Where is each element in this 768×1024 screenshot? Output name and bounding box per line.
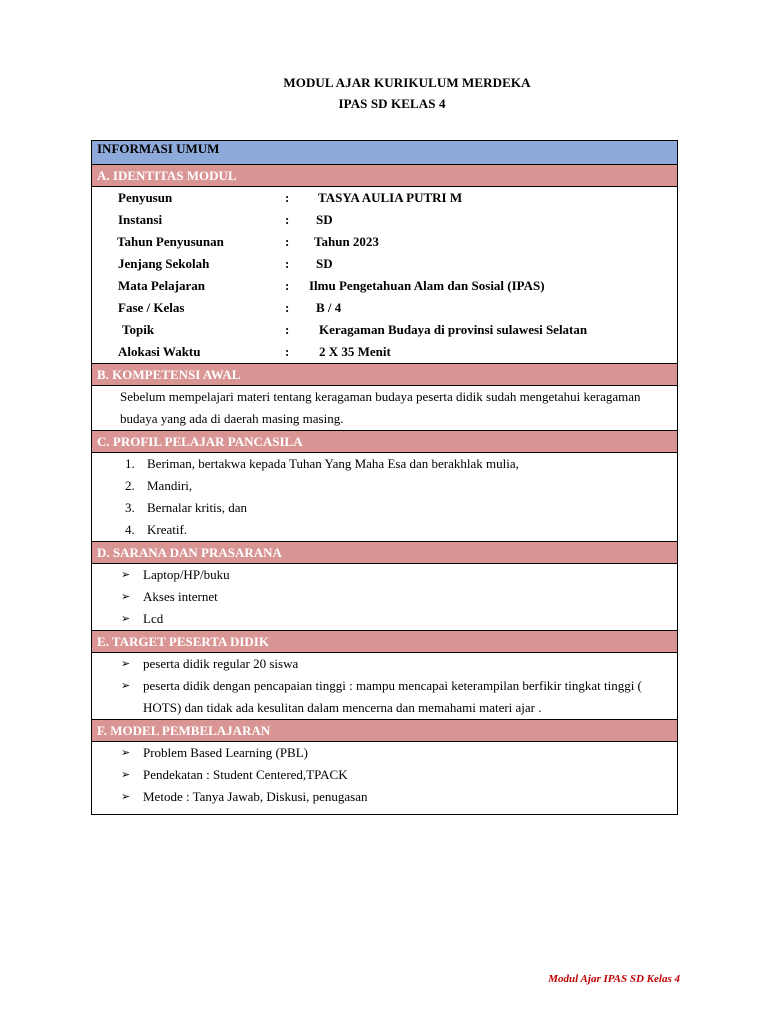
list-item — [92, 586, 677, 608]
list-number: 1. — [125, 456, 135, 471]
arrow-bullet-icon: ➢ — [121, 680, 131, 692]
identitas-label: Topik — [122, 322, 155, 337]
list-text: peserta didik regular 20 siswa — [143, 656, 299, 671]
identitas-colon: : — [285, 212, 290, 227]
list-item — [92, 453, 677, 475]
identitas-value: TASYA AULIA PUTRI M — [318, 190, 463, 205]
list-item — [92, 497, 677, 519]
list-text: Kreatif. — [147, 522, 188, 537]
list-text: Laptop/HP/buku — [143, 567, 230, 582]
list-text: Pendekatan : Student Centered,TPACK — [143, 767, 348, 782]
list-item — [92, 475, 677, 497]
identitas-row — [92, 275, 677, 297]
model-header: F. MODEL PEMBELAJARAN — [92, 720, 677, 742]
identitas-colon: : — [285, 300, 290, 315]
identitas-colon: : — [285, 190, 290, 205]
identitas-header: A. IDENTITAS MODUL — [92, 165, 677, 187]
arrow-bullet-icon: ➢ — [121, 569, 131, 581]
list-item — [92, 564, 677, 586]
arrow-bullet-icon: ➢ — [121, 747, 131, 759]
identitas-body — [92, 187, 677, 364]
identitas-value: Ilmu Pengetahuan Alam dan Sosial (IPAS) — [309, 278, 545, 293]
identitas-value: 2 X 35 Menit — [319, 344, 391, 359]
sarana-header: D. SARANA DAN PRASARANA — [92, 542, 677, 564]
identitas-colon: : — [285, 234, 290, 249]
identitas-row — [92, 187, 677, 209]
list-text: Mandiri, — [147, 478, 193, 493]
sarana-body — [92, 564, 677, 631]
list-text: Beriman, bertakwa kepada Tuhan Yang Maha Esa dan berakhlak mulia, — [147, 456, 519, 471]
list-text: peserta didik dengan pencapaian tinggi : mampu mencapai keterampilan berfikir tingkat tinggi ( HOTS) dan tidak ada kesulitan dalam mencerna dan memahami materi ajar . — [143, 678, 642, 715]
identitas-label: Instansi — [118, 212, 163, 227]
target-header: E. TARGET PESERTA DIDIK — [92, 631, 677, 653]
identitas-label: Jenjang Sekolah — [118, 256, 210, 271]
identitas-label: Mata Pelajaran — [118, 278, 206, 293]
list-item — [92, 786, 677, 808]
profil-header: C. PROFIL PELAJAR PANCASILA — [92, 431, 677, 453]
arrow-bullet-icon: ➢ — [121, 769, 131, 781]
list-number: 3. — [125, 500, 135, 515]
kompetensi-body — [92, 386, 677, 431]
identitas-row — [92, 341, 677, 363]
identitas-value: B / 4 — [316, 300, 342, 315]
kompetensi-text: Sebelum mempelajari materi tentang keragaman budaya peserta didik sudah mengetahui keragaman budaya yang ada di daerah masing masing. — [120, 389, 641, 426]
identitas-colon: : — [285, 256, 290, 271]
document-subtitle: IPAS SD KELAS 4 — [338, 96, 446, 111]
identitas-row — [92, 209, 677, 231]
list-text: Problem Based Learning (PBL) — [143, 745, 308, 760]
kompetensi-header: B. KOMPETENSI AWAL — [92, 364, 677, 386]
list-item — [92, 608, 677, 630]
arrow-bullet-icon: ➢ — [121, 791, 131, 803]
list-text: Akses internet — [143, 589, 218, 604]
identitas-row — [92, 253, 677, 275]
identitas-row — [92, 319, 677, 341]
identitas-label: Penyusun — [118, 190, 173, 205]
arrow-bullet-icon: ➢ — [121, 658, 131, 670]
identitas-row — [92, 297, 677, 319]
list-text: Metode : Tanya Jawab, Diskusi, penugasan — [143, 789, 368, 804]
list-item — [92, 764, 677, 786]
list-number: 2. — [125, 478, 135, 493]
identitas-colon: : — [285, 322, 290, 337]
identitas-value: SD — [316, 212, 333, 227]
identitas-row — [92, 231, 677, 253]
document-title: MODUL AJAR KURIKULUM MERDEKA — [283, 75, 531, 90]
list-item — [92, 653, 677, 675]
identitas-colon: : — [285, 344, 290, 359]
list-text: Bernalar kritis, dan — [147, 500, 247, 515]
arrow-bullet-icon: ➢ — [121, 613, 131, 625]
identitas-label: Alokasi Waktu — [118, 344, 201, 359]
list-item — [92, 742, 677, 764]
arrow-bullet-icon: ➢ — [121, 591, 131, 603]
list-number: 4. — [125, 522, 135, 537]
informasi-umum-header: INFORMASI UMUM — [92, 141, 677, 165]
identitas-label: Fase / Kelas — [118, 300, 185, 315]
identitas-value: Tahun 2023 — [314, 234, 379, 249]
target-body — [92, 653, 677, 720]
identitas-value: SD — [316, 256, 333, 271]
model-body — [92, 742, 677, 814]
profil-body — [92, 453, 677, 542]
list-item — [92, 675, 677, 719]
identitas-colon: : — [285, 278, 290, 293]
list-text: Lcd — [143, 611, 164, 626]
identitas-label: Tahun Penyusunan — [117, 234, 224, 249]
page-footer: Modul Ajar IPAS SD Kelas 4 — [548, 973, 680, 985]
identitas-value: Keragaman Budaya di provinsi sulawesi Selatan — [319, 322, 588, 337]
list-item — [92, 519, 677, 541]
module-info-table — [91, 140, 678, 815]
